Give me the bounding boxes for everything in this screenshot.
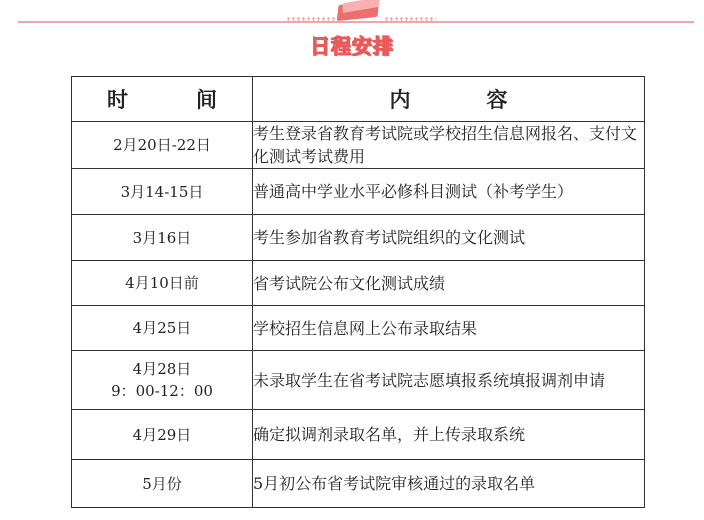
table-row xyxy=(72,351,645,410)
row-time: 4月10日前 xyxy=(72,261,253,306)
row-content: 未录取学生在省考试院志愿填报系统填报调剂申请 xyxy=(253,351,645,410)
row-content: 考生参加省教育考试院组织的文化测试 xyxy=(253,215,645,261)
table-row xyxy=(72,215,645,261)
schedule-table xyxy=(71,76,645,508)
row-time xyxy=(72,351,253,410)
section-title-text: 日程安排 xyxy=(310,34,394,58)
row-content: 考生登录省教育考试院或学校招生信息网报名、支付文化测试考试费用 xyxy=(253,122,645,169)
row-content: 省考试院公布文化测试成绩 xyxy=(253,261,645,306)
decorative-dots-right xyxy=(384,17,436,23)
section-title xyxy=(306,30,398,59)
row-time-date: 4月28日 xyxy=(132,360,192,378)
table-row xyxy=(72,169,645,215)
row-content: 确定拟调剂录取名单，并上传录取系统 xyxy=(253,410,645,460)
row-time: 3月14-15日 xyxy=(72,169,253,215)
row-time: 2月20日-22日 xyxy=(72,122,253,169)
row-content: 5月初公布省考试院审核通过的录取名单 xyxy=(253,460,645,508)
table-header-row xyxy=(72,77,645,122)
table-row xyxy=(72,261,645,306)
decorative-dots-left xyxy=(286,17,338,23)
row-content: 学校招生信息网上公布录取结果 xyxy=(253,306,645,351)
decorative-ribbon-icon xyxy=(336,0,384,22)
table-row xyxy=(72,306,645,351)
row-content: 普通高中学业水平必修科目测试（补考学生） xyxy=(253,169,645,215)
table-row xyxy=(72,410,645,460)
table-row xyxy=(72,122,645,169)
row-time: 4月25日 xyxy=(72,306,253,351)
column-header-time: 时 间 xyxy=(72,77,253,122)
table-row xyxy=(72,460,645,508)
row-time: 5月份 xyxy=(72,460,253,508)
row-time-hours: 9：00-12：00 xyxy=(111,382,213,400)
section-title-wrap xyxy=(0,30,704,59)
row-time: 3月16日 xyxy=(72,215,253,261)
row-time: 4月29日 xyxy=(72,410,253,460)
column-header-content: 内 容 xyxy=(253,77,645,122)
